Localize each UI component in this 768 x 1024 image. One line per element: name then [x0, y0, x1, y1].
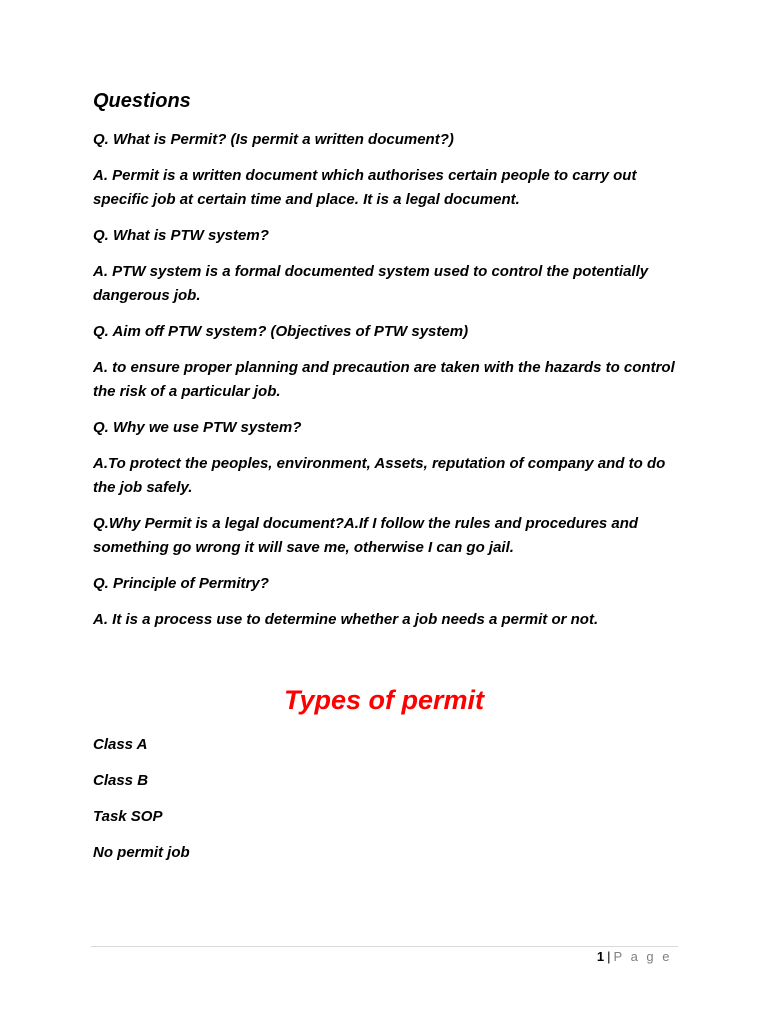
- answer-1: A. Permit is a written document which authorises certain people to carry out specific job at certain time and place. It is a legal document.: [93, 167, 637, 208]
- footer-divider: [91, 946, 678, 947]
- page-number: 1: [596, 949, 605, 964]
- question-answer-5: Q.Why Permit is a legal document?A.If I follow the rules and procedures and something go wrong it will save me, otherwise I can go jail.: [93, 515, 639, 556]
- answer-4: A.To protect the peoples, environment, Assets, reputation of company and to do the job safely.: [93, 455, 666, 496]
- question-1: Q. What is Permit? (Is permit a written document?): [93, 131, 454, 148]
- page-word: P a g e: [613, 949, 672, 964]
- page-heading: Questions: [93, 90, 191, 112]
- answer-2: A. PTW system is a formal documented system used to control the potentially dangerous job.: [93, 263, 649, 304]
- permit-type-item: Class B: [93, 772, 149, 789]
- section-title: Types of permit: [283, 685, 485, 715]
- answer-3: A. to ensure proper planning and precaution are taken with the hazards to control the risk of a particular job.: [93, 359, 675, 400]
- footer-separator: |: [607, 949, 611, 964]
- permit-type-item: Task SOP: [93, 808, 163, 825]
- question-3: Q. Aim off PTW system? (Objectives of PTW system): [93, 323, 469, 340]
- permit-type-item: Class A: [93, 736, 148, 753]
- permit-type-item: No permit job: [93, 844, 190, 861]
- question-6: Q. Principle of Permitry?: [93, 575, 269, 592]
- question-4: Q. Why we use PTW system?: [93, 419, 302, 436]
- question-2: Q. What is PTW system?: [93, 227, 269, 244]
- answer-6: A. It is a process use to determine whether a job needs a permit or not.: [93, 611, 599, 628]
- page-footer: [597, 948, 672, 966]
